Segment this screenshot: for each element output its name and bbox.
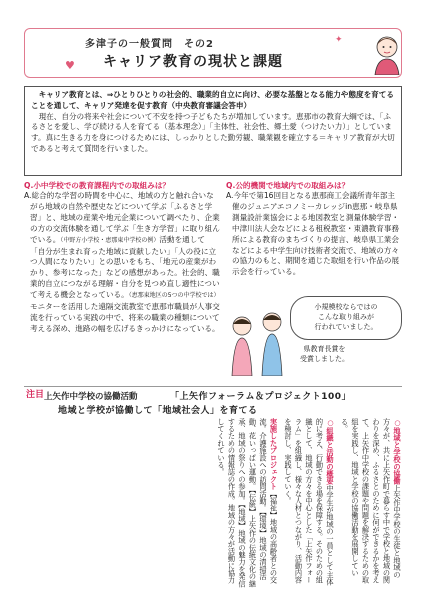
question-heading: Q.小中学校での教育課程内での取組みは？: [24, 181, 171, 190]
section-divider: [24, 386, 402, 387]
section-subtitle: 地域と学校が協働して「地域社会人」を育てる: [58, 406, 258, 416]
vertical-text-columns: [44, 418, 402, 590]
bubble-line-3: 行われていました。: [314, 323, 378, 331]
forum-title: 「上矢作フォーラム＆プロジェクト100」: [170, 392, 352, 402]
intro-box: [24, 86, 402, 176]
answer-note-1: （中野方小学校・恵那東中学校の例）: [60, 236, 160, 244]
attention-label: 注目: [26, 390, 45, 400]
children-illustration: [226, 296, 292, 376]
answer-part-2: 活動を通して「自分が生まれ育った地域に貢献したい」「人の役に立つ人間になりたい」との思いをもち、「地元の産業がわかり、参考になった」などの感想があった。社会的、職業的自立につながる理解・自分を見つめ直し適性について考える機会となっている。: [30, 234, 220, 300]
header-banner: [24, 28, 402, 78]
intro-body: 現在、自分の将来や社会について不安を持つ子どもたちが増加しています。恵那市の教育大綱では、「ふるさとを愛し、学び続ける人を育てる（基本理念）」「主体性、社会性、郷土愛（つけたい力）」としています。真に生きる力を身につけるためには、しっかりとした勤労観、職業観を確立する＝キャリア教育が大切であると考えて質問を行いました。: [31, 111, 395, 153]
star-icon: ✦: [335, 35, 343, 45]
page-title: キャリア教育の現状と課題: [103, 54, 283, 70]
qa-public-institutions: [226, 180, 402, 294]
speech-bubble: [290, 296, 402, 340]
answer-part-3: モニターを活用した遠隔交流教室で恵那市職員が人事交流を行っている実践の中で、将来の職業の種類について考える深め、進路の幅を広げるきっかけになっている。: [30, 302, 220, 333]
question-heading-right: Q.公的機関で地域内での取組みは？: [226, 181, 350, 190]
col2-text: 中学生が地域の一員として主体的に考え、行動できる場を保障する。そのための組織として、地域の方々を中心とした「上矢作フォーラム」を組織し、様々な人材とつながり、活動内容を検討し、実践していく。: [284, 418, 335, 586]
bubble-line-2: こんな取り組みが: [318, 313, 374, 321]
answer-part-1: A.総合的な学習の時間を中心に、地域の方と触れ合いながら地域の自然や歴史などについて学ぶ「ふるさと学習」と、地域の産業や地元企業について調べたり、企業の方の交流体験を通して学ぶ「生き方学習」に取り組んでいる。: [24, 191, 220, 244]
col1-heading: ○地域と学校の協働: [393, 418, 402, 485]
bubble-line-1: 小規模校ならではの: [314, 303, 378, 311]
answer-text: [24, 191, 220, 335]
header-subtitle: 多津子の一般質問 その2: [85, 39, 214, 50]
col1-text: 上矢作中学校の生徒と地域の方々が、共に上矢作町で暮らす中で学校と地域の関わりを深め、ふるさとのために何ができるかを考えて、上矢作中学校の課題や問題を解決するための取組を実践し、地域と学校の協働活動を展開している。: [340, 418, 402, 584]
col3-heading: 実施したプロジェクト: [269, 418, 279, 490]
intro-definition: キャリア教育とは、⇒ひとりひとりの社会的、職業的自立に向け、必要な基盤となる能力や態度を育てることを通して、キャリア発達を促す教育（中央教育審議会答申）: [31, 90, 394, 110]
award-line-2: 受賞しました。: [300, 355, 349, 363]
school-activity-title: 上矢作中学校の協働活動: [44, 392, 138, 402]
award-line-1: 県教育長賞を: [303, 345, 346, 353]
col2-heading: ○組織と活動の概要: [326, 418, 335, 485]
answer-note-2: （恵那東地区の5つの中学校では）: [128, 292, 220, 300]
qa-school-curriculum: [24, 180, 220, 380]
award-note: [300, 344, 349, 364]
col3-text: 【福祉】地域の高齢者との交流。介護施設への訪問活動。【環境】地域の清掃活動、花いっぱい運動。【伝統】上矢作の伝統文化の継承、地域の祭りへの参加。【地域】地域の魅力を発信するための情報誌の作成。地域の方々が活動に協力してくれている。: [217, 418, 279, 588]
answer-text-right: A.今年で第16回目となる恵那商工会議所青年部主催のジュニアエコノミーカレッジin恵那・岐阜県測量設計業協会による地図教室と測量体験学習・中津川法人会などによる租税教室・東濃教育事務所による教育のまちづくりの提言、岐阜県工業会などによる中学生向け技術者交流で、地域の方々の協力のもと、期間を通じた取組を行い作品の展示会を行っている。: [226, 191, 400, 277]
portrait-illustration: [371, 33, 403, 75]
heart-icon: ♥: [65, 59, 75, 72]
